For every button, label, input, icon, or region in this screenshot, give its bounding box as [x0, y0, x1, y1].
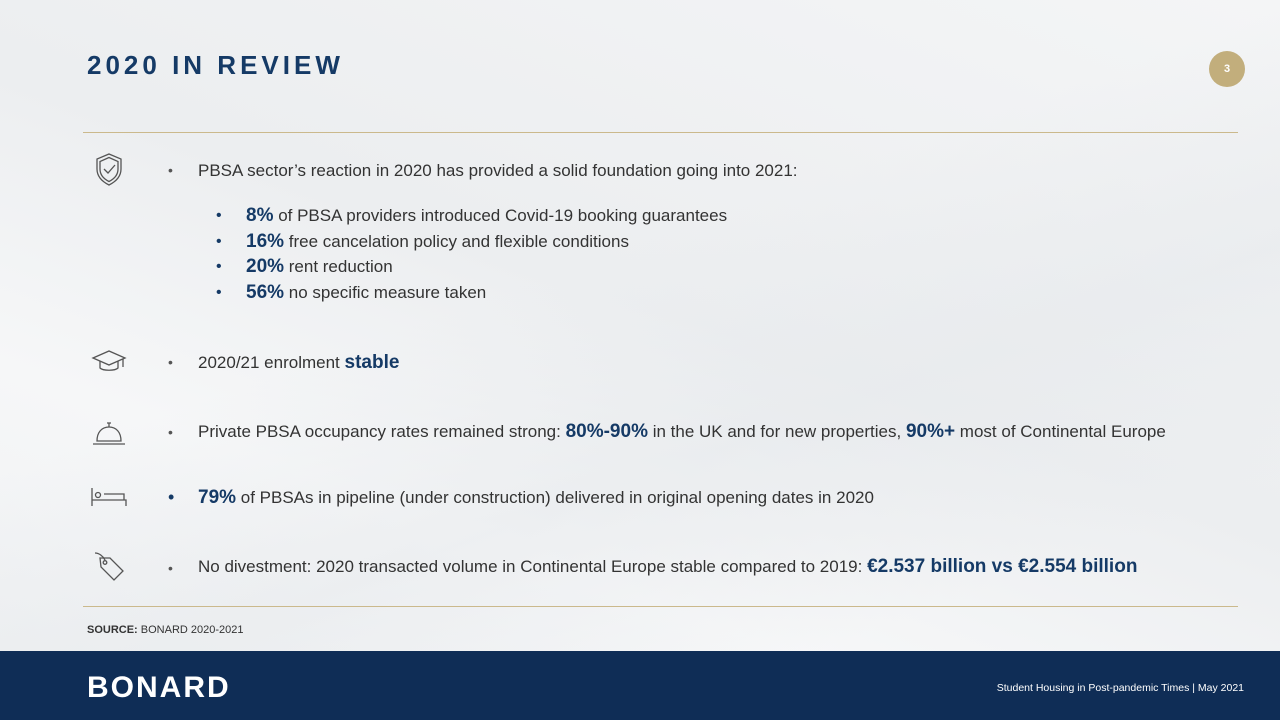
bullet: •: [168, 424, 173, 440]
graduation-cap-icon: [90, 344, 130, 378]
bonard-logo: BONARD: [87, 671, 231, 704]
list-item: • 8% of PBSA providers introduced Covid-19 booking guarantees: [216, 205, 728, 226]
list-item: • 20% rent reduction: [216, 256, 393, 277]
row-text: 2020/21 enrolment stable: [198, 352, 400, 373]
bed-icon: [90, 480, 130, 514]
source-note: SOURCE: BONARD 2020-2021: [87, 624, 244, 636]
price-tag-icon: [90, 550, 130, 584]
footer-bar: [0, 651, 1280, 720]
bullet: •: [168, 354, 173, 370]
bullet: •: [168, 162, 173, 178]
bottom-divider: [83, 606, 1238, 607]
sub-list: [216, 205, 916, 307]
row-text: PBSA sector’s reaction in 2020 has provided a solid foundation going into 2021:: [198, 161, 798, 180]
page-number-badge: 3: [1209, 51, 1245, 87]
bullet: •: [168, 560, 173, 576]
list-item: • 56% no specific measure taken: [216, 281, 487, 303]
page-title: 2020 IN REVIEW: [87, 50, 344, 80]
bullet: •: [168, 487, 175, 507]
shield-check-icon: [90, 152, 130, 186]
row-text: No divestment: 2020 transacted volume in Continental Europe stable compared to 2019: €2.537 billion vs €2.554 billion: [198, 556, 1138, 577]
row-text: 79% of PBSAs in pipeline (under construction) delivered in original opening dates in 2020: [198, 487, 874, 508]
footer-caption: Student Housing in Post-pandemic Times | May 2021: [996, 682, 1244, 694]
row-text: Private PBSA occupancy rates remained strong: 80%-90% in the UK and for new properties, 90%+ most of Continental Europe: [198, 421, 1166, 442]
top-divider: [83, 132, 1238, 133]
service-bell-icon: [90, 416, 130, 450]
list-item: • 16% free cancelation policy and flexible conditions: [216, 230, 629, 252]
